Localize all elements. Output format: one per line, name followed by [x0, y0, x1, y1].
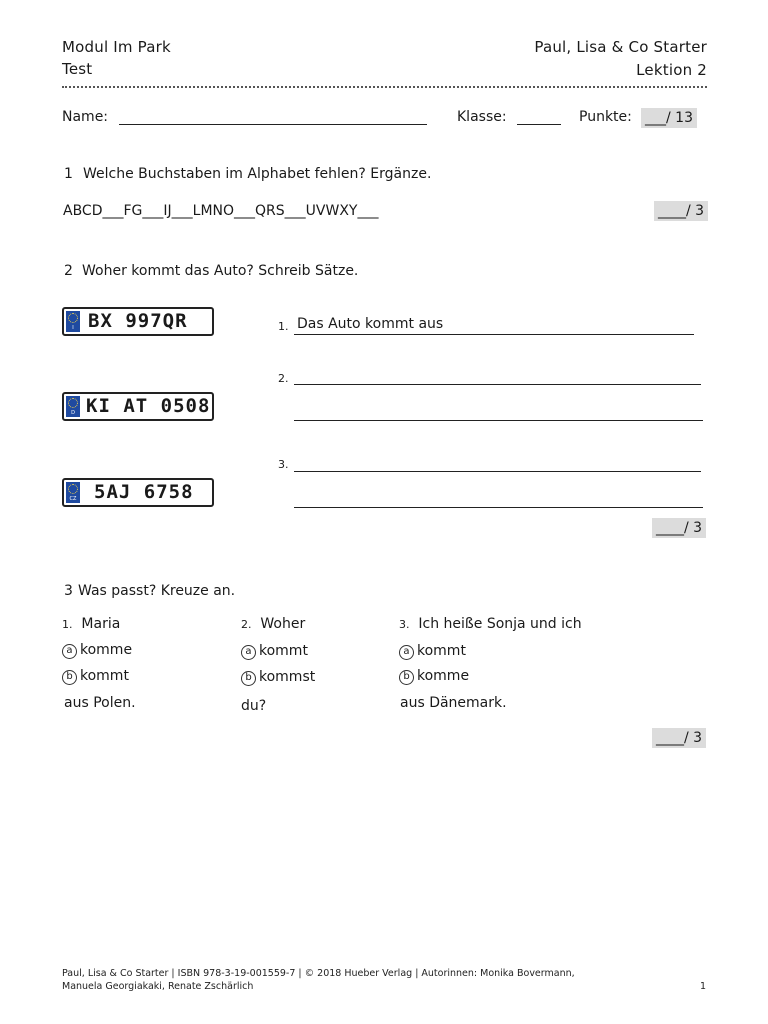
option-text: kommst — [259, 669, 316, 685]
question-2-label: 2. — [241, 618, 252, 631]
task2-score: ____/ 3 — [652, 518, 706, 538]
option-a-circle-icon[interactable]: a — [62, 644, 77, 659]
option-b-circle-icon[interactable]: b — [241, 671, 256, 686]
country-code: D — [71, 410, 75, 416]
license-plate-germany — [62, 392, 214, 421]
alphabet-sequence: ABCD___FG___IJ___LMNO___QRS___UVWXY___ — [63, 203, 379, 219]
question-2-option-b[interactable] — [241, 669, 315, 686]
question-3-option-b[interactable] — [399, 668, 469, 685]
question-1-end: aus Polen. — [64, 695, 136, 711]
header-divider — [62, 86, 707, 88]
option-text: komme — [80, 642, 133, 658]
points-total: ___/ 13 — [641, 108, 697, 128]
answer-1-line[interactable] — [294, 334, 694, 335]
task2-instruction: Woher kommt das Auto? Schreib Sätze. — [82, 263, 359, 279]
question-3-text: Ich heiße Sonja und ich — [418, 616, 582, 632]
plate-number: BX 997QR — [88, 310, 188, 332]
answer-3-label: 3. — [278, 458, 289, 471]
option-a-circle-icon[interactable]: a — [241, 645, 256, 660]
footer-credits-1: Paul, Lisa & Co Starter | ISBN 978-3-19-001559-7 | © 2018 Hueber Verlag | Autorinnen: Monika Bovermann, — [62, 968, 575, 979]
footer-credits-2: Manuela Georgiakaki, Renate Zschärlich — [62, 981, 254, 992]
option-text: kommt — [417, 643, 466, 659]
question-1-label: 1. — [62, 618, 73, 631]
eu-flag-icon — [66, 482, 80, 503]
eu-flag-icon — [66, 396, 80, 417]
answer-1-prefill: Das Auto kommt aus — [297, 316, 444, 332]
question-1-text: Maria — [81, 616, 121, 632]
task3-number: 3 — [64, 583, 73, 599]
plate-number: 5AJ 6758 — [94, 481, 194, 503]
plate-number: KI AT 0508 — [86, 395, 211, 417]
task2-number: 2 — [64, 263, 73, 279]
question-1-option-a[interactable] — [62, 642, 132, 659]
question-2-option-a[interactable] — [241, 643, 308, 660]
option-text: kommt — [259, 643, 308, 659]
task1-number: 1 — [64, 166, 73, 182]
license-plate-italy — [62, 307, 214, 336]
license-plate-czech — [62, 478, 214, 507]
name-field[interactable] — [119, 124, 427, 125]
question-3-option-a[interactable] — [399, 643, 466, 660]
points-label: Punkte: — [579, 109, 632, 125]
name-label: Name: — [62, 109, 109, 125]
country-code: CZ — [69, 496, 77, 502]
task3-instruction: Was passt? Kreuze an. — [78, 583, 236, 599]
option-text: kommt — [80, 668, 129, 684]
class-field[interactable] — [517, 124, 561, 125]
module-title: Modul Im Park — [62, 38, 171, 56]
test-label: Test — [62, 60, 93, 78]
question-3-stem — [399, 616, 582, 632]
question-2-end: du? — [241, 698, 267, 714]
page-number: 1 — [699, 981, 706, 992]
question-1-option-b[interactable] — [62, 668, 129, 685]
option-text: komme — [417, 668, 470, 684]
answer-2-line[interactable] — [294, 384, 701, 385]
option-a-circle-icon[interactable]: a — [399, 645, 414, 660]
question-3-end: aus Dänemark. — [400, 695, 507, 711]
eu-flag-icon — [66, 311, 80, 332]
lesson-label: Lektion 2 — [636, 61, 707, 79]
class-label: Klasse: — [457, 109, 507, 125]
task1-instruction: Welche Buchstaben im Alphabet fehlen? Ergänze. — [83, 166, 432, 182]
task3-score: ____/ 3 — [652, 728, 706, 748]
task1-score: ____/ 3 — [654, 201, 708, 221]
question-1-stem — [62, 616, 120, 632]
answer-3-line-b[interactable] — [294, 507, 703, 508]
question-2-text: Woher — [260, 616, 306, 632]
answer-2-label: 2. — [278, 372, 289, 385]
answer-3-line[interactable] — [294, 471, 701, 472]
option-b-circle-icon[interactable]: b — [62, 670, 77, 685]
country-code: I — [72, 325, 74, 331]
question-2-stem — [241, 616, 305, 632]
question-3-label: 3. — [399, 618, 410, 631]
option-b-circle-icon[interactable]: b — [399, 670, 414, 685]
answer-2-line-b[interactable] — [294, 420, 703, 421]
book-title: Paul, Lisa & Co Starter — [534, 38, 707, 56]
answer-1-label: 1. — [278, 320, 289, 333]
